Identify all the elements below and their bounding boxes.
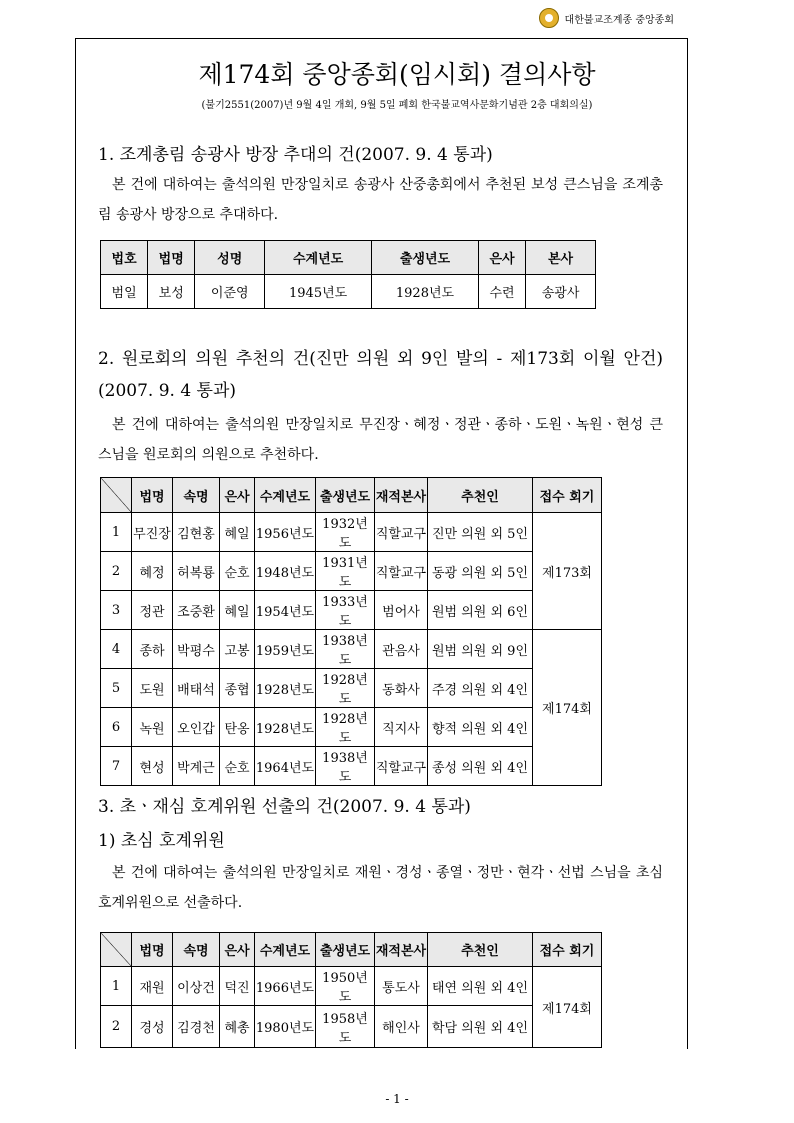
table-cell: 1928년도	[372, 275, 479, 309]
section3-subheading: 1) 초심 호계위원	[98, 831, 225, 851]
table-cell: 수련	[478, 275, 525, 309]
table-cell: 1964년도	[255, 747, 316, 786]
table-cell: 원범 의원 외 9인	[428, 630, 533, 669]
table-cell: 직지사	[375, 708, 428, 747]
table-cell: 태연 의원 외 4인	[428, 967, 533, 1006]
column-header: 성명	[195, 241, 265, 275]
table-cell: 혜일	[220, 513, 255, 552]
jogye-logo-icon	[539, 8, 559, 28]
table-cell: 종성 의원 외 4인	[428, 747, 533, 786]
table-cell: 1948년도	[255, 552, 316, 591]
table-cell: 정관	[132, 591, 173, 630]
table-cell: 1954년도	[255, 591, 316, 630]
table-cell: 1928년도	[255, 708, 316, 747]
column-header: 은사	[220, 933, 255, 967]
table-cell: 범일	[101, 275, 148, 309]
table-cell: 1933년도	[316, 591, 375, 630]
table-cell: 순호	[220, 747, 255, 786]
column-header: 추천인	[428, 933, 533, 967]
table-cell: 현성	[132, 747, 173, 786]
table-cell: 1950년도	[316, 967, 375, 1006]
table-row	[101, 669, 602, 708]
table-cell: 관음사	[375, 630, 428, 669]
section3-table	[100, 932, 602, 1048]
table-cell: 1928년도	[316, 669, 375, 708]
table-cell: 1980년도	[255, 1006, 316, 1048]
column-header: 추천인	[428, 478, 533, 513]
table-cell: 직할교구	[375, 552, 428, 591]
table-cell: 1931년도	[316, 552, 375, 591]
table-cell: 진만 의원 외 5인	[428, 513, 533, 552]
table-cell: 혜총	[220, 1006, 255, 1048]
table-cell: 1932년도	[316, 513, 375, 552]
column-header: 속명	[173, 478, 220, 513]
table-cell: 고봉	[220, 630, 255, 669]
column-header: 출생년도	[372, 241, 479, 275]
table-row	[101, 513, 602, 552]
document-title: 제174회 중앙종회(임시회) 결의사항	[198, 60, 596, 89]
column-header: 법호	[101, 241, 148, 275]
section3-text: 본 건에 대하여는 출석의원 만장일치로 재원ㆍ경성ㆍ종열ㆍ정만ㆍ현각ㆍ선법 스님을 초심 호계위원으로 선출하다.	[98, 865, 663, 911]
table-cell: 김현홍	[173, 513, 220, 552]
column-header: 법명	[132, 478, 173, 513]
table-cell: 무진장	[132, 513, 173, 552]
column-header: 수계년도	[265, 241, 372, 275]
table-cell: 향적 의원 외 4인	[428, 708, 533, 747]
table-cell: 해인사	[375, 1006, 428, 1048]
table-cell: 경성	[132, 1006, 173, 1048]
page-header	[539, 8, 674, 28]
org-name: 대한불교조계종 중앙종회	[564, 14, 674, 26]
section2-text: 본 건에 대하여는 출석의원 만장일치로 무진장ㆍ혜정ㆍ정관ㆍ종하ㆍ도원ㆍ녹원ㆍ현성 큰스님을 원로회의 의원으로 추천하다.	[98, 417, 663, 463]
table-row	[101, 967, 602, 1006]
table-cell: 송광사	[526, 275, 596, 309]
row-number: 1	[101, 513, 132, 552]
table-cell: 원범 의원 외 6인	[428, 591, 533, 630]
row-number: 5	[101, 669, 132, 708]
table-cell: 재원	[132, 967, 173, 1006]
table-cell: 도원	[132, 669, 173, 708]
corner-cell	[101, 478, 132, 513]
table-cell: 주경 의원 외 4인	[428, 669, 533, 708]
table-cell: 직할교구	[375, 513, 428, 552]
table-row	[101, 630, 602, 669]
table-cell: 박평수	[173, 630, 220, 669]
table-row	[101, 1006, 602, 1048]
section1-heading: 1. 조계총림 송광사 방장 추대의 건(2007. 9. 4 통과)	[98, 145, 493, 165]
row-number: 7	[101, 747, 132, 786]
column-header: 본사	[526, 241, 596, 275]
table-cell: 1945년도	[265, 275, 372, 309]
column-header: 접수 회기	[533, 933, 602, 967]
column-header: 접수 회기	[533, 478, 602, 513]
session-cell: 제174회	[533, 967, 602, 1048]
table-cell: 1959년도	[255, 630, 316, 669]
column-header: 속명	[173, 933, 220, 967]
column-header: 재적본사	[375, 478, 428, 513]
table-cell: 허복룡	[173, 552, 220, 591]
document-subtitle: (불기2551(2007)년 9월 4일 개회, 9월 5일 폐회 한국불교역사문화기념관 2층 대회의실)	[201, 100, 593, 111]
table-cell: 덕진	[220, 967, 255, 1006]
section1-text: 본 건에 대하여는 출석의원 만장일치로 송광사 산중총회에서 추천된 보성 큰스님을 조계총림 송광사 방장으로 추대하다.	[98, 177, 663, 223]
table-cell: 순호	[220, 552, 255, 591]
table-row	[101, 747, 602, 786]
table-cell: 배태석	[173, 669, 220, 708]
column-header: 은사	[220, 478, 255, 513]
table-cell: 오인갑	[173, 708, 220, 747]
column-header: 재적본사	[375, 933, 428, 967]
column-header: 출생년도	[316, 478, 375, 513]
table-row	[101, 275, 596, 309]
table-cell: 동광 의원 외 5인	[428, 552, 533, 591]
section2-table	[100, 477, 602, 786]
table-cell: 보성	[148, 275, 195, 309]
column-header: 수계년도	[255, 478, 316, 513]
row-number: 1	[101, 967, 132, 1006]
table-cell: 학담 의원 외 4인	[428, 1006, 533, 1048]
table-cell: 1928년도	[316, 708, 375, 747]
column-header: 법명	[132, 933, 173, 967]
table-cell: 종협	[220, 669, 255, 708]
page-number: - 1 -	[385, 1092, 409, 1106]
table-cell: 녹원	[132, 708, 173, 747]
table-cell: 통도사	[375, 967, 428, 1006]
table-cell: 1958년도	[316, 1006, 375, 1048]
table-cell: 1928년도	[255, 669, 316, 708]
table-cell: 직할교구	[375, 747, 428, 786]
table-cell: 혜일	[220, 591, 255, 630]
row-number: 6	[101, 708, 132, 747]
column-header: 출생년도	[316, 933, 375, 967]
column-header: 은사	[478, 241, 525, 275]
column-header: 수계년도	[255, 933, 316, 967]
table-cell: 이상건	[173, 967, 220, 1006]
row-number: 4	[101, 630, 132, 669]
table-cell: 동화사	[375, 669, 428, 708]
table-cell: 김경천	[173, 1006, 220, 1048]
table-row	[101, 708, 602, 747]
table-cell: 1938년도	[316, 747, 375, 786]
session-cell: 제174회	[533, 630, 602, 786]
table-row	[101, 591, 602, 630]
table-cell: 1956년도	[255, 513, 316, 552]
section2-heading: 2. 원로회의 의원 추천의 건(진만 의원 외 9인 발의 - 제173회 이월 안건)(2007. 9. 4 통과)	[98, 349, 663, 401]
table-cell: 조중환	[173, 591, 220, 630]
corner-cell	[101, 933, 132, 967]
table-cell: 이준영	[195, 275, 265, 309]
table-cell: 혜정	[132, 552, 173, 591]
table-cell: 1966년도	[255, 967, 316, 1006]
row-number: 2	[101, 552, 132, 591]
table-row	[101, 552, 602, 591]
section1-table	[100, 240, 596, 309]
column-header: 법명	[148, 241, 195, 275]
table-cell: 탄옹	[220, 708, 255, 747]
session-cell: 제173회	[533, 513, 602, 630]
table-cell: 박계근	[173, 747, 220, 786]
section3-heading: 3. 초ㆍ재심 호계위원 선출의 건(2007. 9. 4 통과)	[98, 797, 471, 817]
row-number: 2	[101, 1006, 132, 1048]
row-number: 3	[101, 591, 132, 630]
table-cell: 범어사	[375, 591, 428, 630]
table-cell: 종하	[132, 630, 173, 669]
table-cell: 1938년도	[316, 630, 375, 669]
